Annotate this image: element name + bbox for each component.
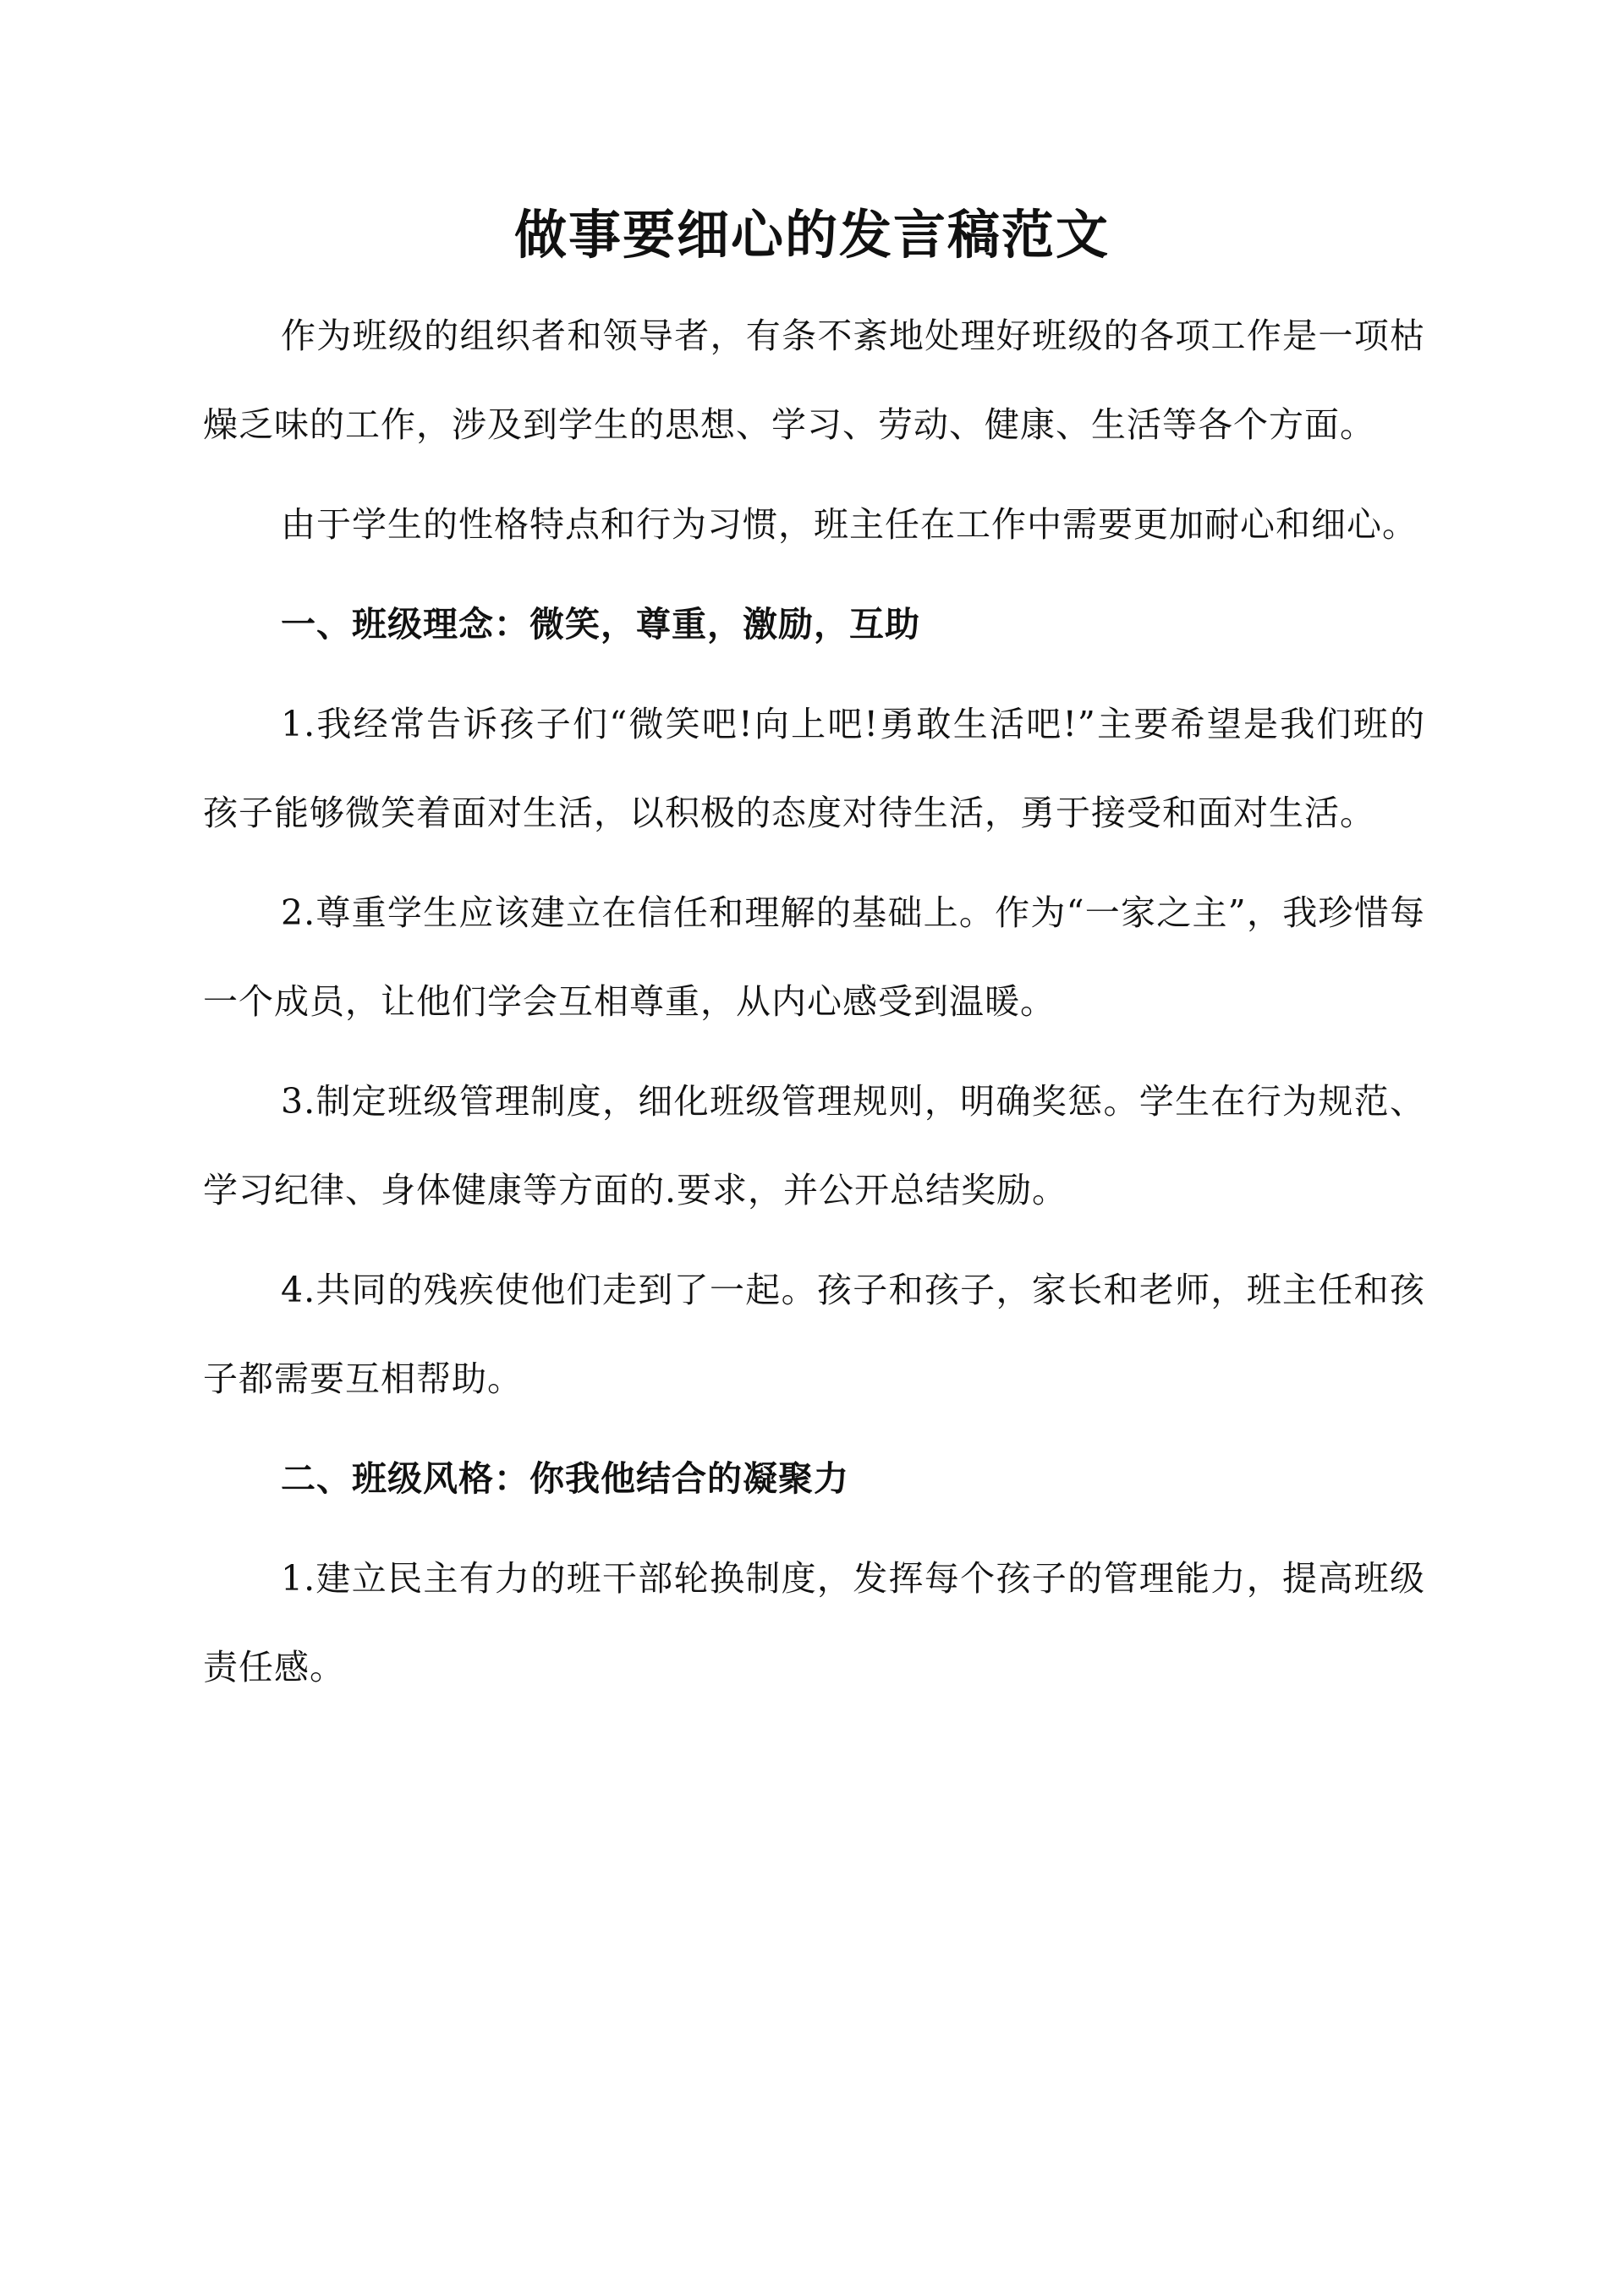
paragraph-point-class-cadre: 1.建立民主有力的班干部轮换制度，发挥每个孩子的管理能力，提高班级责任感。 [203,1558,1425,1688]
paragraph-point-smile: 1.我经常告诉孩子们“微笑吧!向上吧!勇敢生活吧!”主要希望是我们班的孩子能够微笑着面对生活，以积极的态度对待生活，勇于接受和面对生活。 [203,704,1425,833]
paragraph-point-respect: 2.尊重学生应该建立在信任和理解的基础上。作为“一家之主”，我珍惜每一个成员，让他们学会互相尊重，从内心感受到温暖。 [203,892,1425,1022]
document-title: 做事要细心的发言稿范文 [513,204,1110,266]
paragraph-patience: 由于学生的性格特点和行为习惯，班主任在工作中需要更加耐心和细心。 [281,504,1418,545]
paragraph-point-mutual-help: 4.共同的残疾使他们走到了一起。孩子和孩子，家长和老师，班主任和孩子都需要互相帮助。 [203,1270,1425,1399]
section-heading-class-style: 二、班级风格：你我他结合的凝聚力 [281,1458,849,1499]
paragraph-point-rules: 3.制定班级管理制度，细化班级管理规则，明确奖惩。学生在行为规范、学习纪律、身体健康等方面的.要求，并公开总结奖励。 [203,1081,1425,1210]
document-body [203,292,1425,1723]
section-heading-class-philosophy: 一、班级理念：微笑，尊重，激励，互助 [281,604,920,645]
paragraph-intro: 作为班级的组织者和领导者，有条不紊地处理好班级的各项工作是一项枯燥乏味的工作，涉及到学生的思想、学习、劳动、健康、生活等各个方面。 [203,316,1425,445]
